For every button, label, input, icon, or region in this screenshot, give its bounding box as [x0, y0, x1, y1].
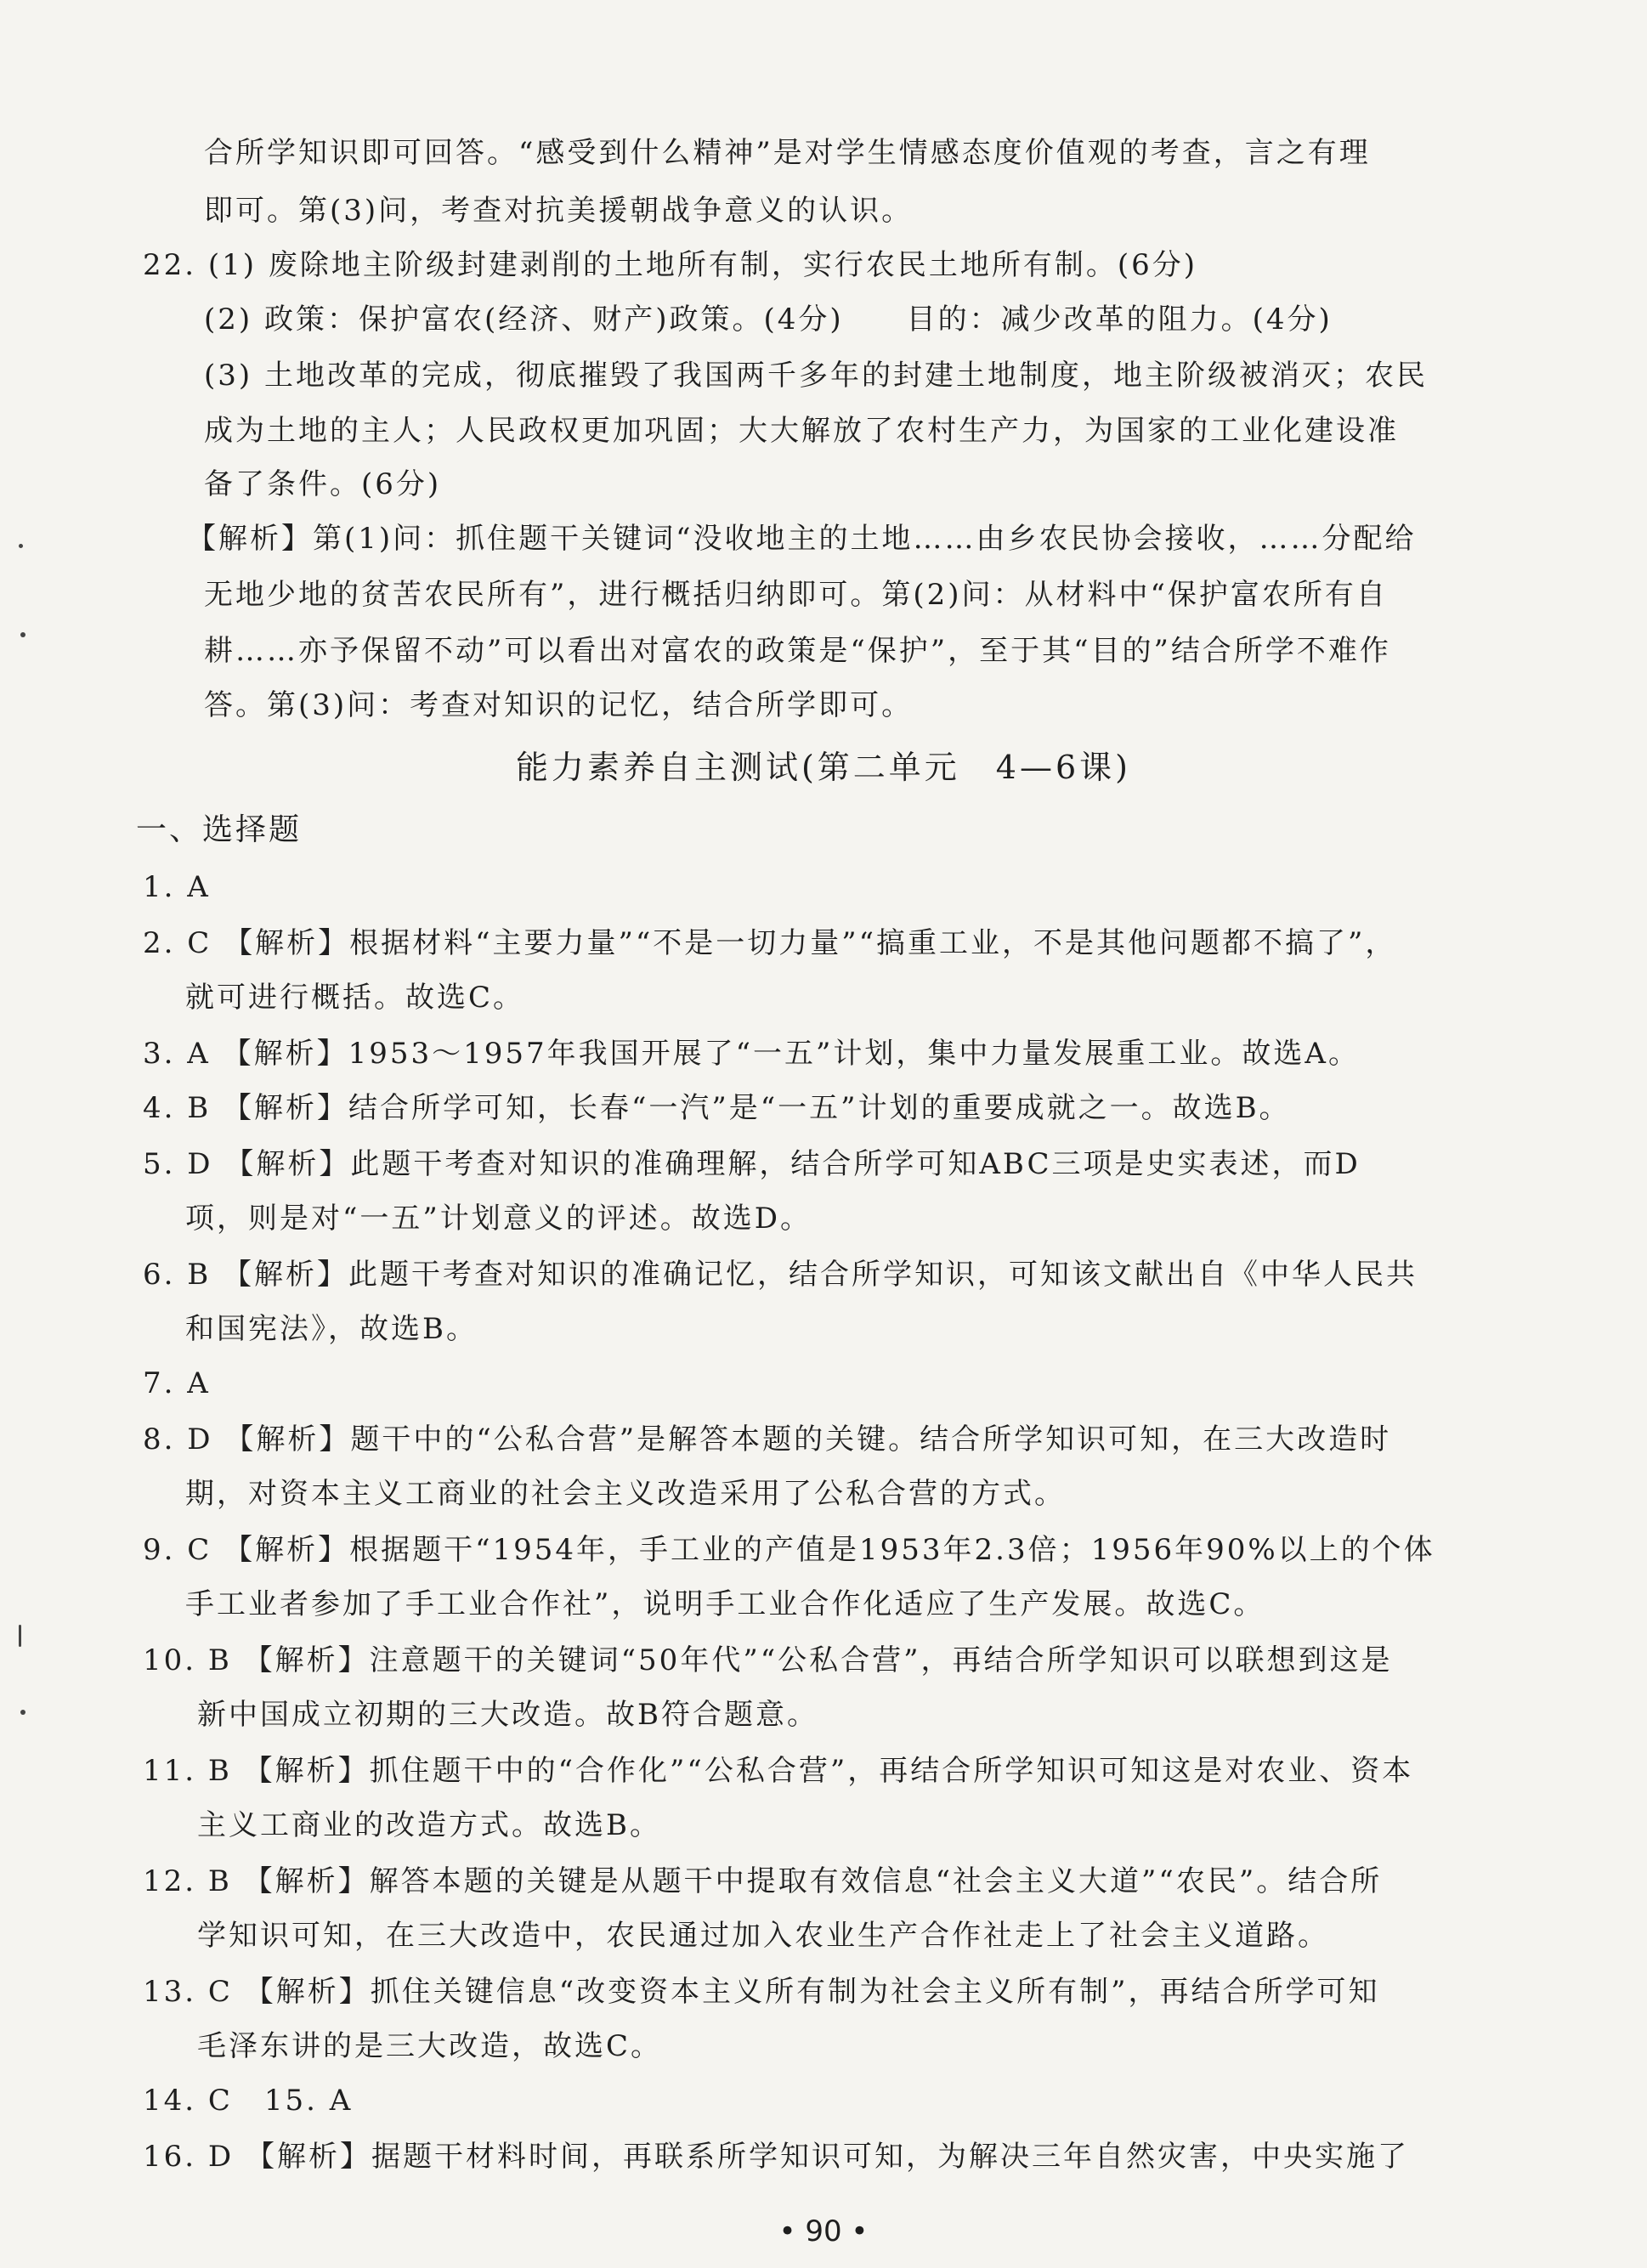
- answer-11-cont: 主义工商业的改造方式。故选B。: [197, 1808, 661, 1842]
- q22-line-4: 成为土地的主人；人民政权更加巩固；大大解放了农村生产力，为国家的工业化建设准: [204, 414, 1399, 448]
- answer-11: 11. B 【解析】抓住题干中的“合作化”“公私合营”，再结合所学知识可知这是对农业、资本: [143, 1754, 1414, 1788]
- scan-speck: [20, 632, 25, 637]
- intro-line-1: 合所学知识即可回答。“感受到什么精神”是对学生情感态度价值观的考查，言之有理: [204, 136, 1371, 170]
- answer-14-15: 14. C 15. A: [143, 2084, 354, 2118]
- answer-2-cont: 就可进行概括。故选C。: [185, 981, 525, 1015]
- answer-4: 4. B 【解析】结合所学可知，长春“一汽”是“一五”计划的重要成就之一。故选B。: [143, 1091, 1291, 1125]
- answer-5-cont: 项，则是对“一五”计划意义的评述。故选D。: [185, 1202, 812, 1236]
- q22-line-1: 22. (1) 废除地主阶级封建剥削的土地所有制，实行农民土地所有制。(6分): [143, 248, 1198, 282]
- page-number: • 90 •: [778, 2214, 869, 2248]
- section-heading: 一、选择题: [136, 812, 303, 847]
- scan-speck: [20, 1710, 25, 1715]
- q22-line-5: 备了条件。(6分): [204, 467, 442, 501]
- answer-10-cont: 新中国成立初期的三大改造。故B符合题意。: [197, 1698, 818, 1732]
- answer-13-cont: 毛泽东讲的是三大改造，故选C。: [197, 2029, 663, 2063]
- q22-analysis-1: 【解析】第(1)问：抓住题干关键词“没收地主的土地……由乡农民协会接收，……分配给: [187, 522, 1417, 556]
- answer-7: 7. A: [143, 1366, 211, 1400]
- q22-line-3: (3) 土地改革的完成，彻底摧毁了我国两千多年的封建土地制度，地主阶级被消灭；农民: [204, 359, 1428, 393]
- answer-16: 16. D 【解析】据题干材料时间，再联系所学知识可知，为解决三年自然灾害，中央实施了: [143, 2140, 1409, 2174]
- answer-1: 1. A: [143, 870, 211, 904]
- q22-analysis-2: 无地少地的贫苦农民所有”，进行概括归纳即可。第(2)问：从材料中“保护富农所有自: [204, 578, 1388, 612]
- answer-12-cont: 学知识可知，在三大改造中，农民通过加入农业生产合作社走上了社会主义道路。: [197, 1919, 1329, 1953]
- answer-9-cont: 手工业者参加了手工业合作社”，说明手工业合作化适应了生产发展。故选C。: [185, 1587, 1265, 1621]
- q22-line-2: (2) 政策：保护富农(经济、财产)政策。(4分) 目的：减少改革的阻力。(4分): [204, 303, 1333, 337]
- q22-analysis-3: 耕……亦予保留不动”可以看出对富农的政策是“保护”，至于其“目的”结合所学不难作: [204, 634, 1391, 668]
- scan-speck: [19, 544, 23, 548]
- answer-6-cont: 和国宪法》，故选B。: [185, 1312, 478, 1346]
- answer-3: 3. A 【解析】1953～1957年我国开展了“一五”计划，集中力量发展重工业。故选A。: [143, 1037, 1360, 1071]
- intro-line-2: 即可。第(3)问，考查对抗美援朝战争意义的认识。: [204, 194, 914, 228]
- answer-6: 6. B 【解析】此题干考查对知识的准确记忆，结合所学知识，可知该文献出自《中华人民共: [143, 1258, 1418, 1292]
- q22-analysis-4: 答。第(3)问：考查对知识的记忆，结合所学即可。: [204, 688, 914, 722]
- answer-2: 2. C 【解析】根据材料“主要力量”“不是一切力量”“搞重工业，不是其他问题都不搞了”，: [143, 926, 1397, 960]
- answer-13: 13. C 【解析】抓住关键信息“改变资本主义所有制为社会主义所有制”，再结合所学可知: [143, 1975, 1380, 2009]
- answer-5: 5. D 【解析】此题干考查对知识的准确理解，结合所学可知ABC三项是史实表述，而D: [143, 1147, 1361, 1181]
- answer-8: 8. D 【解析】题干中的“公私合营”是解答本题的关键。结合所学知识可知，在三大改造时: [143, 1422, 1392, 1456]
- scan-speck: [19, 1625, 21, 1647]
- answer-9: 9. C 【解析】根据题干“1954年，手工业的产值是1953年2.3倍；1956年90%以上的个体: [143, 1533, 1435, 1567]
- answer-8-cont: 期，对资本主义工商业的社会主义改造采用了公私合营的方式。: [185, 1477, 1066, 1511]
- answer-12: 12. B 【解析】解答本题的关键是从题干中提取有效信息“社会主义大道”“农民”。结合所: [143, 1864, 1383, 1898]
- test-title: 能力素养自主测试(第二单元 4—6课): [515, 749, 1131, 786]
- answer-10: 10. B 【解析】注意题干的关键词“50年代”“公私合营”，再结合所学知识可以联想到这是: [143, 1643, 1393, 1677]
